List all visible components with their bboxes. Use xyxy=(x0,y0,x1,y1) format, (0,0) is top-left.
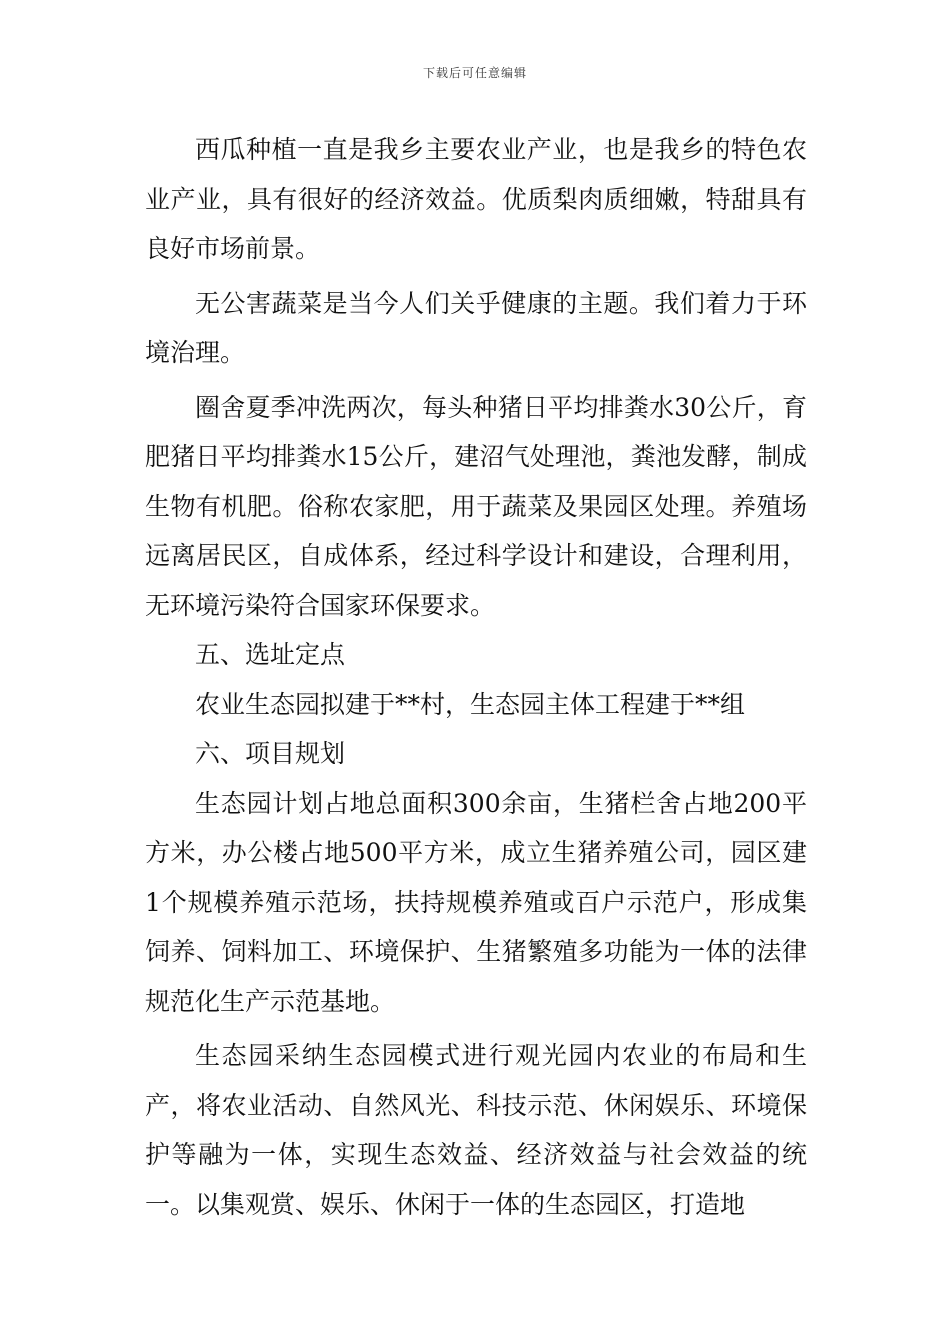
paragraph-plan-area: 生态园计划占地总面积300余亩，生猪栏舍占地200平方米，办公楼占地500平方米，成立生猪养殖公司，园区建1个规模养殖示范场，扶持规模养殖或百户示范户，形成集饲养、饲料加工、环境保护、生猪繁殖多功能为一体的法律规范化生产示范基地。 xyxy=(145,788,807,1016)
paragraph-pig-waste: 圈舍夏季冲洗两次，每头种猪日平均排粪水30公斤，育肥猪日平均排粪水15公斤，建沼气处理池，粪池发酵，制成生物有机肥。俗称农家肥，用于蔬菜及果园区处理。养殖场远离居民区，自成体系，经过科学设计和建设，合理利用，无环境污染符合国家环保要求。 xyxy=(145,392,807,620)
paragraph-watermelon: 西瓜种植一直是我乡主要农业产业，也是我乡的特色农业产业，具有很好的经济效益。优质梨肉质细嫩，特甜具有良好市场前景。 xyxy=(145,135,807,263)
paragraph-site-location: 农业生态园拟建于**村，生态园主体工程建于**组 xyxy=(195,689,746,719)
section-heading-site: 五、选址定点 xyxy=(195,640,346,669)
paragraph-vegetables: 无公害蔬菜是当今人们关乎健康的主题。我们着力于环境治理。 xyxy=(145,288,807,367)
page-header-note: 下载后可任意编辑 xyxy=(422,66,527,80)
section-heading-plan: 六、项目规划 xyxy=(195,739,346,768)
document-body xyxy=(145,125,807,1229)
paragraph-plan-mode: 生态园采纳生态园模式进行观光园内农业的布局和生产，将农业活动、自然风光、科技示范、休闲娱乐、环境保护等融为一体，实现生态效益、经济效益与社会效益的统一。以集观赏、娱乐、休闲于一体的生态园区，打造地 xyxy=(145,1041,807,1219)
